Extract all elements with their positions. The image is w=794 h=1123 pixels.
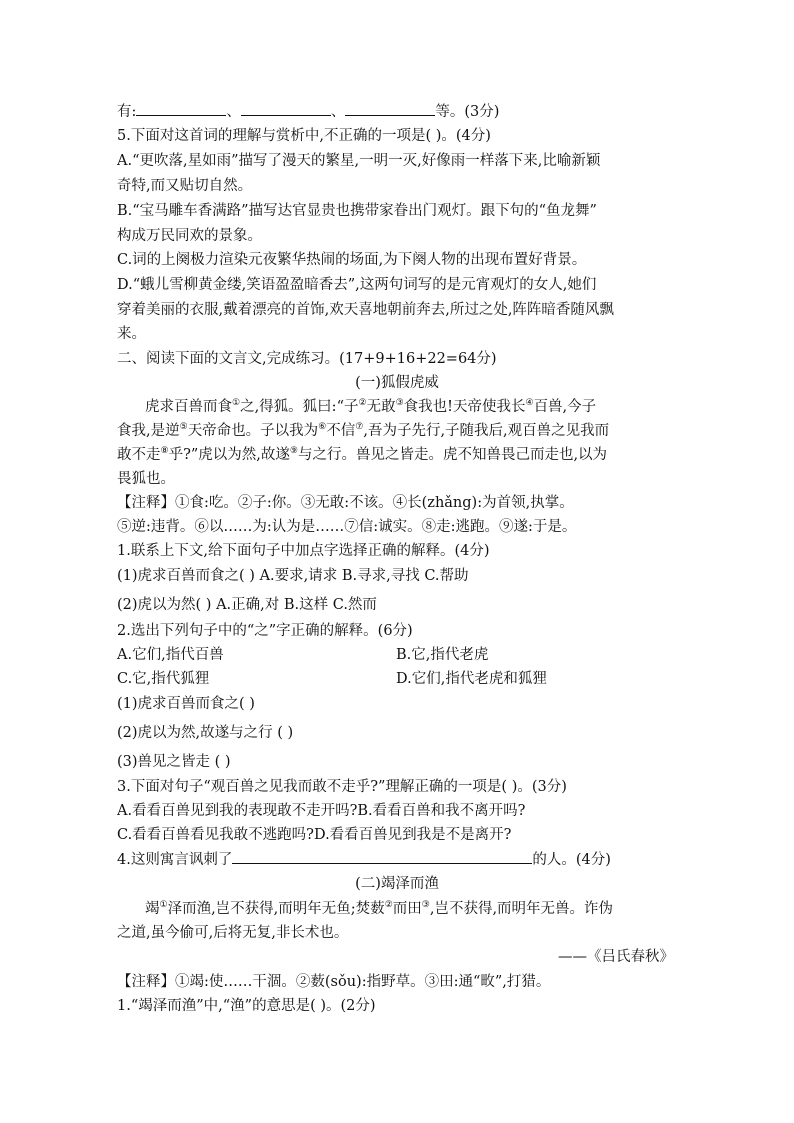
footnote-mark: ⑦ — [355, 422, 364, 432]
passage-line: 畏狐也。 — [117, 471, 175, 487]
answer-blank[interactable] — [345, 101, 435, 116]
option-d-line3: 来。 — [117, 326, 146, 342]
text: ,吾为子先行,子随我后,观百兽之见我而 — [363, 423, 610, 439]
annotation-line: 【注释】①竭:使……干涸。②薮(sǒu):指野草。③田:通“畋”,打猎。 — [117, 974, 551, 990]
question-2-item3: (3)兽见之皆走 ( ) — [117, 754, 231, 770]
text: 而田 — [392, 901, 422, 917]
option-a-line2: 奇特,而又贴切自然。 — [117, 178, 253, 194]
option-c: C.词的上阕极力渲染元夜繁华热闹的场面,为下阕人物的出现布置好背景。 — [117, 252, 587, 268]
footnote-mark: ③ — [395, 398, 404, 408]
footnote-mark: ① — [159, 900, 168, 910]
text: 的人。(4分) — [532, 852, 611, 868]
question-2: 2.选出下列句子中的“之”字正确的解释。(6分) — [117, 623, 413, 639]
text: 4.这则寓言讽刺了 — [117, 852, 233, 868]
q4-answer-line — [117, 101, 499, 122]
text: 不信 — [326, 423, 356, 439]
option-b-line2: 构成万民同欢的景象。 — [117, 228, 262, 244]
text: 天帝命也。子以我为 — [187, 423, 319, 439]
question-4 — [117, 849, 611, 870]
answer-blank[interactable] — [232, 849, 532, 864]
text: 、 — [226, 104, 241, 120]
text: 有: — [117, 104, 137, 120]
question-3-options-ab: A.看看百兽见到我的表现敢不走开吗?B.看看百兽和我不离开吗? — [117, 803, 526, 819]
option-d-line2: 穿着美丽的衣服,戴着漂亮的首饰,欢天喜地朝前奔去,所过之处,阵阵暗香随风飘 — [117, 302, 614, 318]
passage-line — [117, 421, 609, 441]
question-2-item1: (1)虎求百兽而食之( ) — [117, 696, 255, 712]
question-2-option-b: B.它,指代老虎 — [396, 647, 489, 663]
annotation-line2: ⑤逆:违背。⑥以……为:认为是……⑦信:诚实。⑧走:逃跑。⑨遂:于是。 — [117, 519, 577, 535]
question-3-options-cd: C.看看百兽看见我敢不逃跑吗?D.看看百兽见到我是不是离开? — [117, 827, 512, 843]
question-1-item1: (1)虎求百兽而食之( ) A.要求,请求 B.寻求,寻找 C.帮助 — [117, 568, 469, 584]
footnote-mark: ⑧ — [160, 446, 169, 456]
text: 敢不走 — [117, 447, 161, 463]
text: 等。(3分) — [435, 104, 500, 120]
question-1: 1.“竭泽而渔”中,“渔”的意思是( )。(2分) — [117, 998, 376, 1014]
section-heading: 二、阅读下面的文言文,完成练习。(17+9+16+22=64分) — [117, 351, 497, 367]
question-2-item2: (2)虎以为然,故遂与之行 ( ) — [117, 725, 294, 741]
footnote-mark: ⑥ — [318, 422, 327, 432]
answer-blank[interactable] — [136, 101, 226, 116]
passage-line — [145, 899, 613, 919]
text: 竭 — [145, 901, 160, 917]
footnote-mark: ⑨ — [289, 446, 298, 456]
text: 无敢 — [366, 399, 396, 415]
question-2-option-d: D.它们,指代老虎和狐狸 — [396, 671, 547, 687]
text: 食我也!天帝使我长 — [403, 399, 526, 415]
question-1: 1.联系上下文,给下面句子中加点字选择正确的解释。(4分) — [117, 543, 490, 559]
footnote-mark: ④ — [525, 398, 534, 408]
question-1-item2: (2)虎以为然( ) A.正确,对 B.这样 C.然而 — [117, 597, 377, 613]
text: 食我,是逆 — [117, 423, 180, 439]
answer-blank[interactable] — [241, 101, 331, 116]
text: 泽而渔,岂不获得,而明年无鱼;焚薮 — [167, 901, 385, 917]
text: 乎?”虎以为然,故遂 — [168, 447, 290, 463]
question-3: 3.下面对句子“观百兽之见我而敢不走乎?”理解正确的一项是( )。(3分) — [117, 779, 567, 795]
passage-title: (一)狐假虎威 — [355, 375, 439, 391]
footnote-mark: ① — [232, 398, 241, 408]
text: 百兽,今子 — [533, 399, 597, 415]
option-a-line1: A.“更吹落,星如雨”描写了漫天的繁星,一明一灭,好像雨一样落下来,比喻新颖 — [117, 153, 601, 169]
text: 与之行。兽见之皆走。虎不知兽畏己而走也,以为 — [297, 447, 608, 463]
text: 之,得狐。狐曰:“子 — [240, 399, 359, 415]
footnote-mark: ③ — [421, 900, 430, 910]
source-attribution: ——《吕氏春秋》 — [558, 949, 674, 965]
annotation-line1: 【注释】①食:吃。②子:你。③无敢:不该。④长(zhǎng):为首领,执掌。 — [117, 495, 574, 511]
passage-title: (二)竭泽而渔 — [355, 876, 439, 892]
footnote-mark: ② — [358, 398, 367, 408]
text: 虎求百兽而食 — [145, 399, 232, 415]
question-2-option-c: C.它,指代狐狸 — [117, 671, 210, 687]
option-d-line1: D.“蛾儿雪柳黄金缕,笑语盈盈暗香去”,这两句词写的是元宵观灯的女人,她们 — [117, 277, 597, 293]
passage-line: 之道,虽今偷可,后将无复,非长术也。 — [117, 925, 349, 941]
question-2-option-a: A.它们,指代百兽 — [117, 647, 224, 663]
option-b-line1: B.“宝马雕车香满路”描写达官显贵也携带家眷出门观灯。跟下句的“鱼龙舞” — [117, 203, 597, 219]
footnote-mark: ⑤ — [179, 422, 188, 432]
text: ,岂不获得,而明年无兽。诈伪 — [429, 901, 614, 917]
footnote-mark: ② — [384, 900, 393, 910]
question-5: 5.下面对这首词的理解与赏析中,不正确的一项是( )。(4分) — [117, 128, 491, 144]
passage-line — [145, 397, 596, 417]
text: 、 — [330, 104, 346, 120]
passage-line — [117, 445, 607, 465]
